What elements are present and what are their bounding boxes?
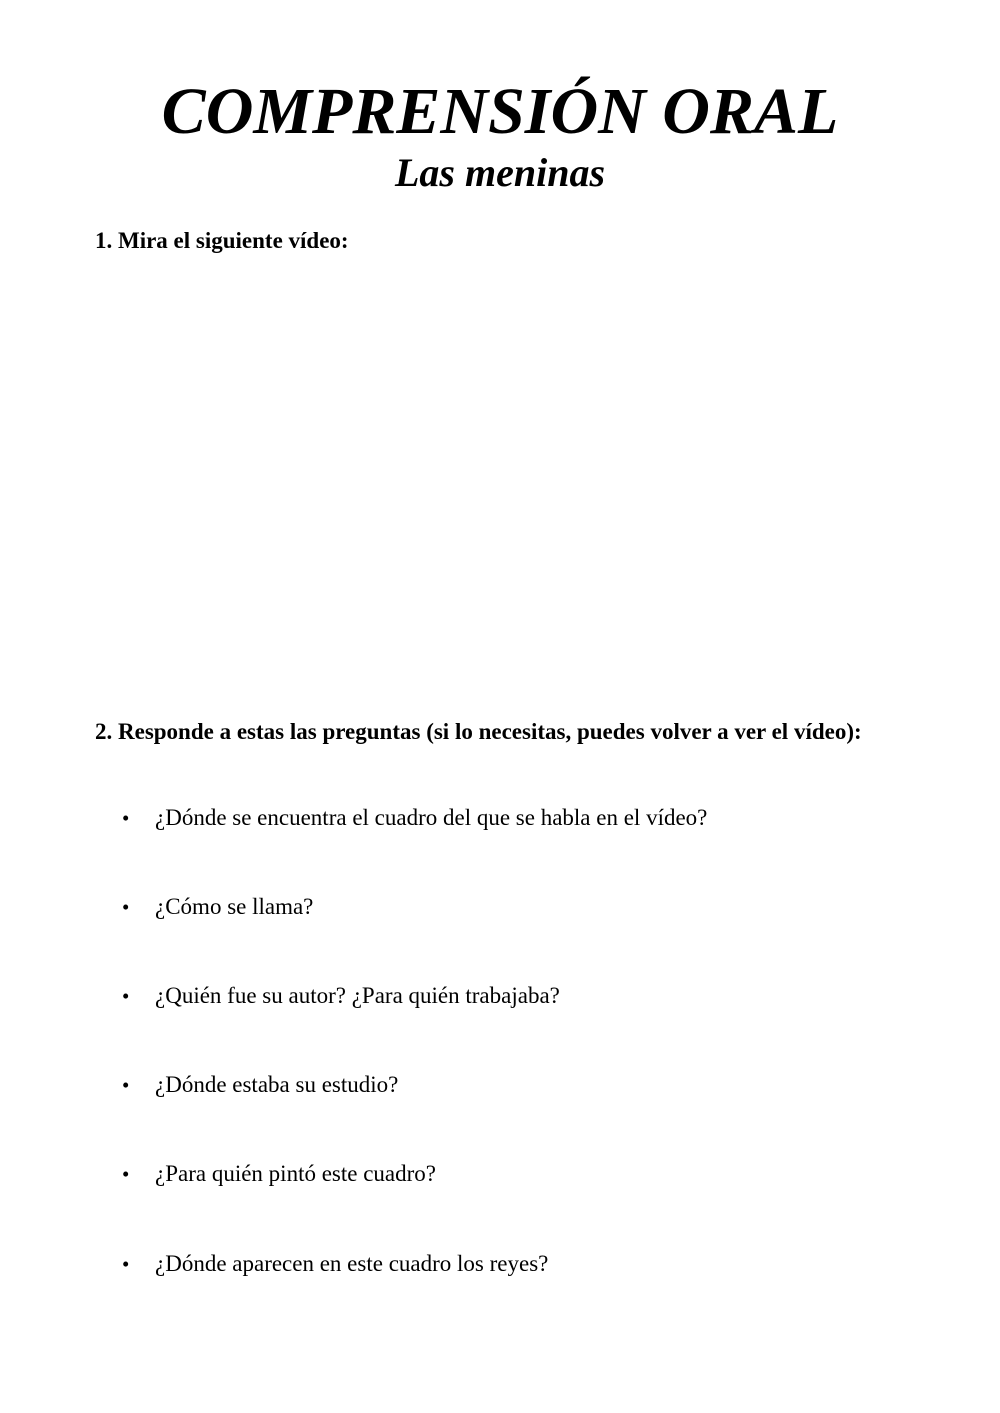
question-text: ¿Dónde se encuentra el cuadro del que se habla en el vídeo? (155, 805, 708, 830)
section-1-heading: 1. Mira el siguiente vídeo: (95, 228, 349, 253)
question-text: ¿Para quién pintó este cuadro? (155, 1161, 436, 1186)
bullet-icon: • (122, 1162, 130, 1186)
bullet-icon: • (122, 1073, 130, 1097)
question-text: ¿Dónde estaba su estudio? (155, 1072, 399, 1097)
page-title: COMPRENSIÓN ORAL (161, 75, 839, 148)
question-text: ¿Quién fue su autor? ¿Para quién trabajaba? (155, 983, 560, 1008)
page-subtitle: Las meninas (394, 150, 606, 195)
section-2-heading: 2. Responde a estas las preguntas (si lo necesitas, puedes volver a ver el vídeo): (95, 719, 862, 744)
question-text: ¿Cómo se llama? (155, 894, 314, 919)
bullet-icon: • (122, 1252, 130, 1276)
bullet-icon: • (122, 895, 130, 919)
bullet-icon: • (122, 806, 130, 830)
video-placeholder[interactable] (95, 270, 903, 690)
question-text: ¿Dónde aparecen en este cuadro los reyes? (155, 1251, 549, 1276)
bullet-icon: • (122, 984, 130, 1008)
